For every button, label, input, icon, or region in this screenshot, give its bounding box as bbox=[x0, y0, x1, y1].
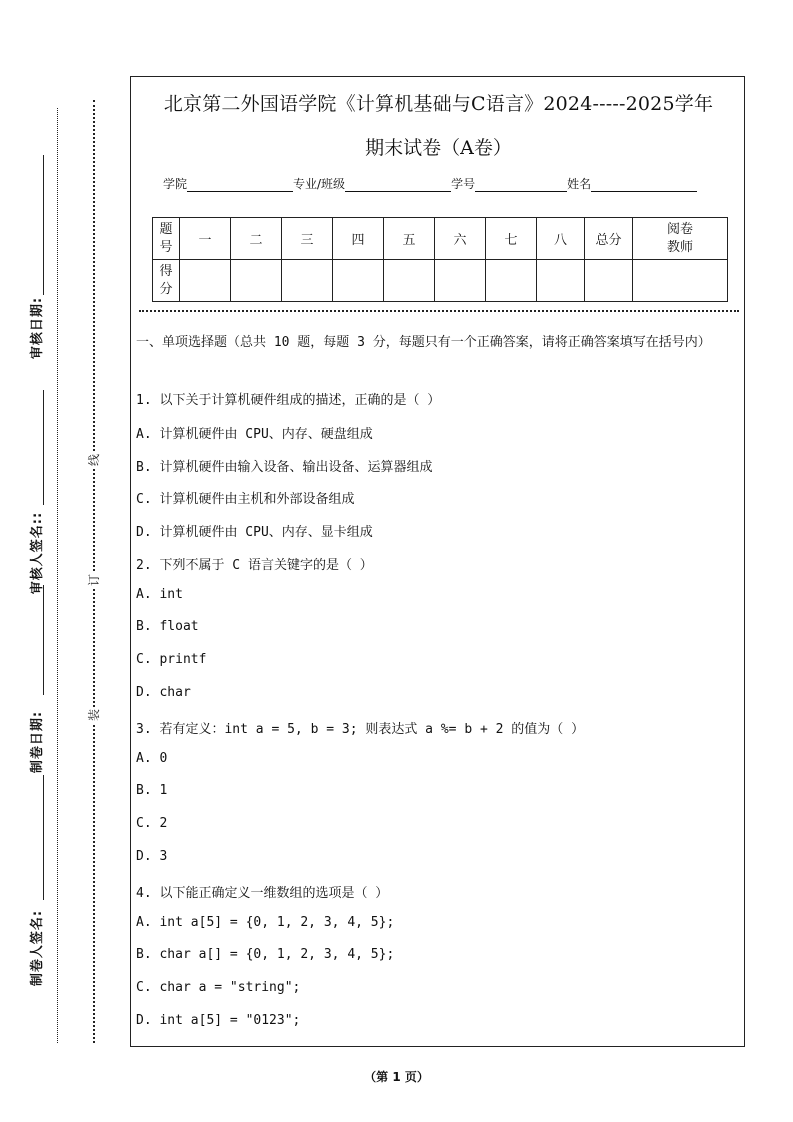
student-id-label: 学号 bbox=[451, 177, 476, 191]
binding-char-seal: 装 bbox=[87, 709, 101, 722]
binding-char-bind: 订 bbox=[87, 574, 101, 587]
maker-signature-label: 制卷人签名: bbox=[30, 909, 45, 987]
making-date-line bbox=[43, 585, 44, 695]
score-col-5: 五 bbox=[384, 218, 435, 260]
section-heading: 一、单项选择题（总共 10 题，每题 3 分，每题只有一个正确答案，请将正确答案填写在括号内） bbox=[136, 335, 711, 350]
student-info-row bbox=[163, 175, 697, 192]
inner-dotted-line bbox=[57, 108, 58, 1043]
score-row-label: 得分 bbox=[159, 263, 173, 297]
score-cell[interactable] bbox=[231, 260, 282, 302]
section-separator bbox=[139, 310, 739, 312]
score-cell[interactable] bbox=[633, 260, 728, 302]
question-3-option-a: A. 0 bbox=[136, 751, 168, 766]
major-class-field[interactable] bbox=[345, 179, 451, 192]
maker-signature-line bbox=[43, 775, 44, 900]
score-col-8: 八 bbox=[537, 218, 585, 260]
question-1-option-a: A. 计算机硬件由 CPU、内存、硬盘组成 bbox=[136, 427, 373, 442]
question-2-option-d: D. char bbox=[136, 685, 191, 700]
score-table-score-row bbox=[153, 260, 728, 302]
question-number-label: 题号 bbox=[159, 221, 173, 255]
score-col-7: 七 bbox=[486, 218, 537, 260]
question-4-option-d: D. int a[5] = "0123"; bbox=[136, 1013, 301, 1028]
score-cell[interactable] bbox=[333, 260, 384, 302]
score-table-header-row bbox=[153, 218, 728, 260]
college-field[interactable] bbox=[187, 179, 293, 192]
question-1-stem: 1. 以下关于计算机硬件组成的描述，正确的是（ ） bbox=[136, 393, 441, 408]
question-3-option-b: B. 1 bbox=[136, 783, 168, 798]
question-2-option-c: C. printf bbox=[136, 652, 207, 667]
question-4-option-a: A. int a[5] = {0, 1, 2, 3, 4, 5}; bbox=[136, 915, 395, 930]
making-date-label: 制卷日期: bbox=[30, 710, 45, 774]
score-col-total: 总分 bbox=[585, 218, 633, 260]
score-col-1: 一 bbox=[180, 218, 231, 260]
score-col-3: 三 bbox=[282, 218, 333, 260]
page-number: （第 1 页） bbox=[364, 1070, 429, 1084]
name-label: 姓名 bbox=[567, 177, 592, 191]
question-3-stem: 3. 若有定义：int a = 5, b = 3; 则表达式 a %= b + 2 的值为（ ） bbox=[136, 722, 585, 737]
score-cell[interactable] bbox=[486, 260, 537, 302]
score-cell[interactable] bbox=[435, 260, 486, 302]
question-3-option-c: C. 2 bbox=[136, 816, 168, 831]
question-2-stem: 2. 下列不属于 C 语言关键字的是（ ） bbox=[136, 558, 373, 573]
score-col-2: 二 bbox=[231, 218, 282, 260]
question-2-option-b: B. float bbox=[136, 619, 199, 634]
score-cell[interactable] bbox=[282, 260, 333, 302]
question-1-option-c: C. 计算机硬件由主机和外部设备组成 bbox=[136, 492, 355, 507]
major-label: 专业/班级 bbox=[293, 177, 346, 191]
student-id-field[interactable] bbox=[475, 179, 567, 192]
question-4-option-c: C. char a = "string"; bbox=[136, 980, 301, 995]
grader-label: 阅卷教师 bbox=[666, 221, 693, 255]
question-4-option-b: B. char a[] = {0, 1, 2, 3, 4, 5}; bbox=[136, 947, 395, 962]
score-col-4: 四 bbox=[333, 218, 384, 260]
question-3-option-d: D. 3 bbox=[136, 849, 168, 864]
name-field[interactable] bbox=[591, 179, 697, 192]
exam-subtitle: 期末试卷（A卷） bbox=[365, 137, 512, 159]
reviewer-signature-line bbox=[43, 390, 44, 505]
score-cell[interactable] bbox=[585, 260, 633, 302]
reviewer-signature-label: 审核人签名:: bbox=[30, 511, 45, 595]
exam-title: 北京第二外国语学院《计算机基础与C语言》2024-----2025学年 bbox=[163, 93, 714, 115]
exam-frame bbox=[130, 76, 745, 1047]
score-table bbox=[152, 217, 728, 302]
review-date-label: 审核日期: bbox=[30, 296, 45, 360]
college-label: 学院 bbox=[163, 177, 188, 191]
score-cell[interactable] bbox=[180, 260, 231, 302]
score-cell[interactable] bbox=[384, 260, 435, 302]
review-date-line bbox=[43, 155, 44, 295]
score-cell[interactable] bbox=[537, 260, 585, 302]
question-1-option-b: B. 计算机硬件由输入设备、输出设备、运算器组成 bbox=[136, 460, 433, 475]
question-1-option-d: D. 计算机硬件由 CPU、内存、显卡组成 bbox=[136, 525, 373, 540]
question-4-stem: 4. 以下能正确定义一维数组的选项是（ ） bbox=[136, 886, 389, 901]
score-col-6: 六 bbox=[435, 218, 486, 260]
question-2-option-a: A. int bbox=[136, 587, 183, 602]
binding-char-line: 线 bbox=[87, 454, 101, 467]
